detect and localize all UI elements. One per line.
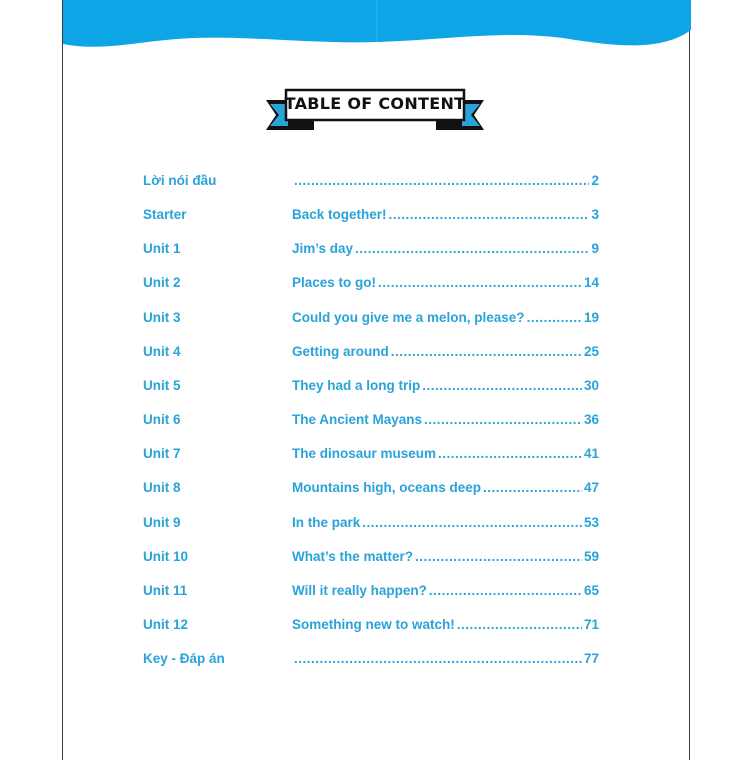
toc-unit-label: Unit 5 [143,377,181,393]
page-title: TABLE OF CONTENT [284,94,466,113]
toc-page-number: 19 [583,309,599,325]
toc-entry [292,344,599,359]
toc-entry-title: Jim’s day [292,241,354,257]
toc-page-number: 9 [591,241,599,257]
toc-entry-title: Will it really happen? [292,582,427,598]
toc-page-number: 2 [591,173,599,188]
toc-unit-label: Unit 1 [143,241,181,257]
toc-dot-leader [294,173,589,188]
toc-dot-leader [424,412,582,427]
toc-unit-label: Lời nói đầu [143,173,217,188]
toc-dot-leader [457,617,582,632]
toc-unit-label: Unit 3 [143,309,181,325]
toc-dot-leader [527,310,582,325]
toc-page-number: 36 [583,412,599,428]
toc-entry-title: Places to go! [292,275,377,291]
toc-entry-title: The dinosaur museum [292,446,437,462]
toc-row [143,207,599,227]
toc-entry [292,549,599,564]
toc-unit-label: Key - Đáp án [143,651,225,667]
toc-dot-leader [415,549,582,564]
toc-page-number: 77 [583,651,599,667]
toc-dot-leader [294,651,582,666]
toc-row [143,549,599,569]
toc-dot-leader [362,515,582,530]
toc-entry [292,617,599,632]
toc-dot-leader [391,344,582,359]
toc-entry [292,378,599,393]
toc-dot-leader [389,207,590,222]
toc-entry-title: What’s the matter? [292,548,414,564]
toc-entry-title: The Ancient Mayans [292,412,423,428]
toc-unit-label: Unit 10 [143,548,189,564]
toc-entry-title: Back together! [292,207,387,223]
toc-unit-label: Unit 12 [143,616,189,632]
toc-entry-title: Something new to watch! [292,616,455,632]
toc-page-number: 14 [583,275,599,291]
toc-unit-label: Unit 2 [143,275,181,291]
toc-page-number: 47 [583,480,599,496]
toc-page-number: 3 [591,207,599,223]
toc-dot-leader [429,583,582,598]
toc-row [143,412,599,432]
toc-entry-title: In the park [292,514,361,530]
toc-dot-leader [378,275,582,290]
top-wave-decoration [63,0,691,56]
toc-entry [292,207,599,222]
toc-entry [292,480,599,495]
toc-row [143,378,599,398]
toc-row [143,617,599,637]
toc-page-number: 30 [583,377,599,393]
toc-dot-leader [355,241,589,256]
toc-unit-label: Unit 6 [143,412,181,428]
toc-entry [292,275,599,290]
title-banner [262,86,488,134]
toc-entry [292,412,599,427]
toc-entry-title: They had a long trip [292,377,421,393]
toc-entry [292,446,599,461]
toc-unit-label: Unit 9 [143,514,181,530]
toc-page-number: 71 [583,616,599,632]
toc-entry-title: Could you give me a melon, please? [292,309,525,325]
toc-row [143,446,599,466]
toc-entry [292,515,599,530]
toc-unit-label: Unit 8 [143,480,181,496]
toc-unit-label: Starter [143,207,187,223]
toc-entry [292,173,599,188]
toc-row [143,275,599,295]
toc-page-number: 59 [583,548,599,564]
toc-page-number: 41 [583,446,599,462]
toc-page-number: 65 [583,582,599,598]
toc-row [143,173,599,193]
toc-entry [292,651,599,666]
toc-page-number: 25 [583,343,599,359]
toc-row [143,241,599,261]
toc-row [143,583,599,603]
toc-unit-label: Unit 11 [143,582,188,598]
toc-dot-leader [422,378,582,393]
toc-row [143,310,599,330]
toc-row [143,515,599,535]
toc-page-number: 53 [583,514,599,530]
toc-dot-leader [438,446,582,461]
toc-entry [292,310,599,325]
toc-entry [292,583,599,598]
toc-unit-label: Unit 7 [143,446,181,462]
toc-entry-title: Mountains high, oceans deep [292,480,482,496]
toc-row [143,651,599,671]
toc-row [143,344,599,364]
toc-row [143,480,599,500]
toc-dot-leader [483,480,582,495]
toc-entry-title: Getting around [292,343,389,359]
toc-unit-label: Unit 4 [143,343,181,359]
toc-entry [292,241,599,256]
